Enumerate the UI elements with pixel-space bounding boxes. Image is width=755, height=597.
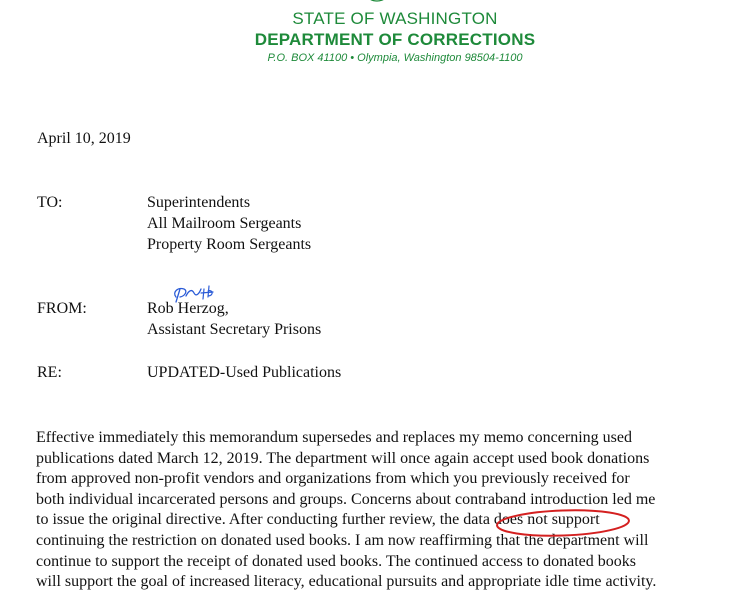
body-line: continuing the restriction on donated used books. I am now reaffirming that the department will [36,531,649,549]
seal-year [373,0,381,1]
re-subject: UPDATED-Used Publications [147,364,342,381]
body-line: Effective immediately this memorandum supersedes and replaces my memo concerning used [36,429,632,446]
body-line: to issue the original directive. After conducting further review, the data does not support [36,511,600,529]
to-recipient: Property Room Sergeants [147,236,312,253]
re-label: RE: [37,364,62,381]
to-recipient: Superintendents [147,194,251,211]
from-name: Rob Herzog, [147,300,229,317]
from-title: Assistant Secretary Prisons [147,321,322,338]
body-line: continue to support the receipt of donated used books. The continued access to donated books [36,552,636,570]
letterhead-state: STATE OF WASHINGTON [292,9,498,28]
memo-date: April 10, 2019 [37,130,131,147]
to-label: TO: [37,194,63,211]
body-line: from approved non-profit vendors and organizations from which you previously received for [36,470,630,488]
body-line: publications dated March 12, 2019. The department will once again accept used book donations [36,449,650,467]
state-seal-icon [362,0,392,2]
body-line: will support the goal of increased literacy, educational pursuits and appropriate idle time activity. [36,573,657,591]
memo-body [36,428,755,593]
letterhead-department: DEPARTMENT OF CORRECTIONS [254,30,536,49]
to-recipient: All Mailroom Sergeants [147,215,302,232]
from-label: FROM: [37,300,87,317]
body-line: both individual incarcerated persons and groups. Concerns about contraband introduction led me [36,490,656,508]
letterhead-address: P.O. BOX 41100 • Olympia, Washington 98504-1100 [267,52,523,64]
